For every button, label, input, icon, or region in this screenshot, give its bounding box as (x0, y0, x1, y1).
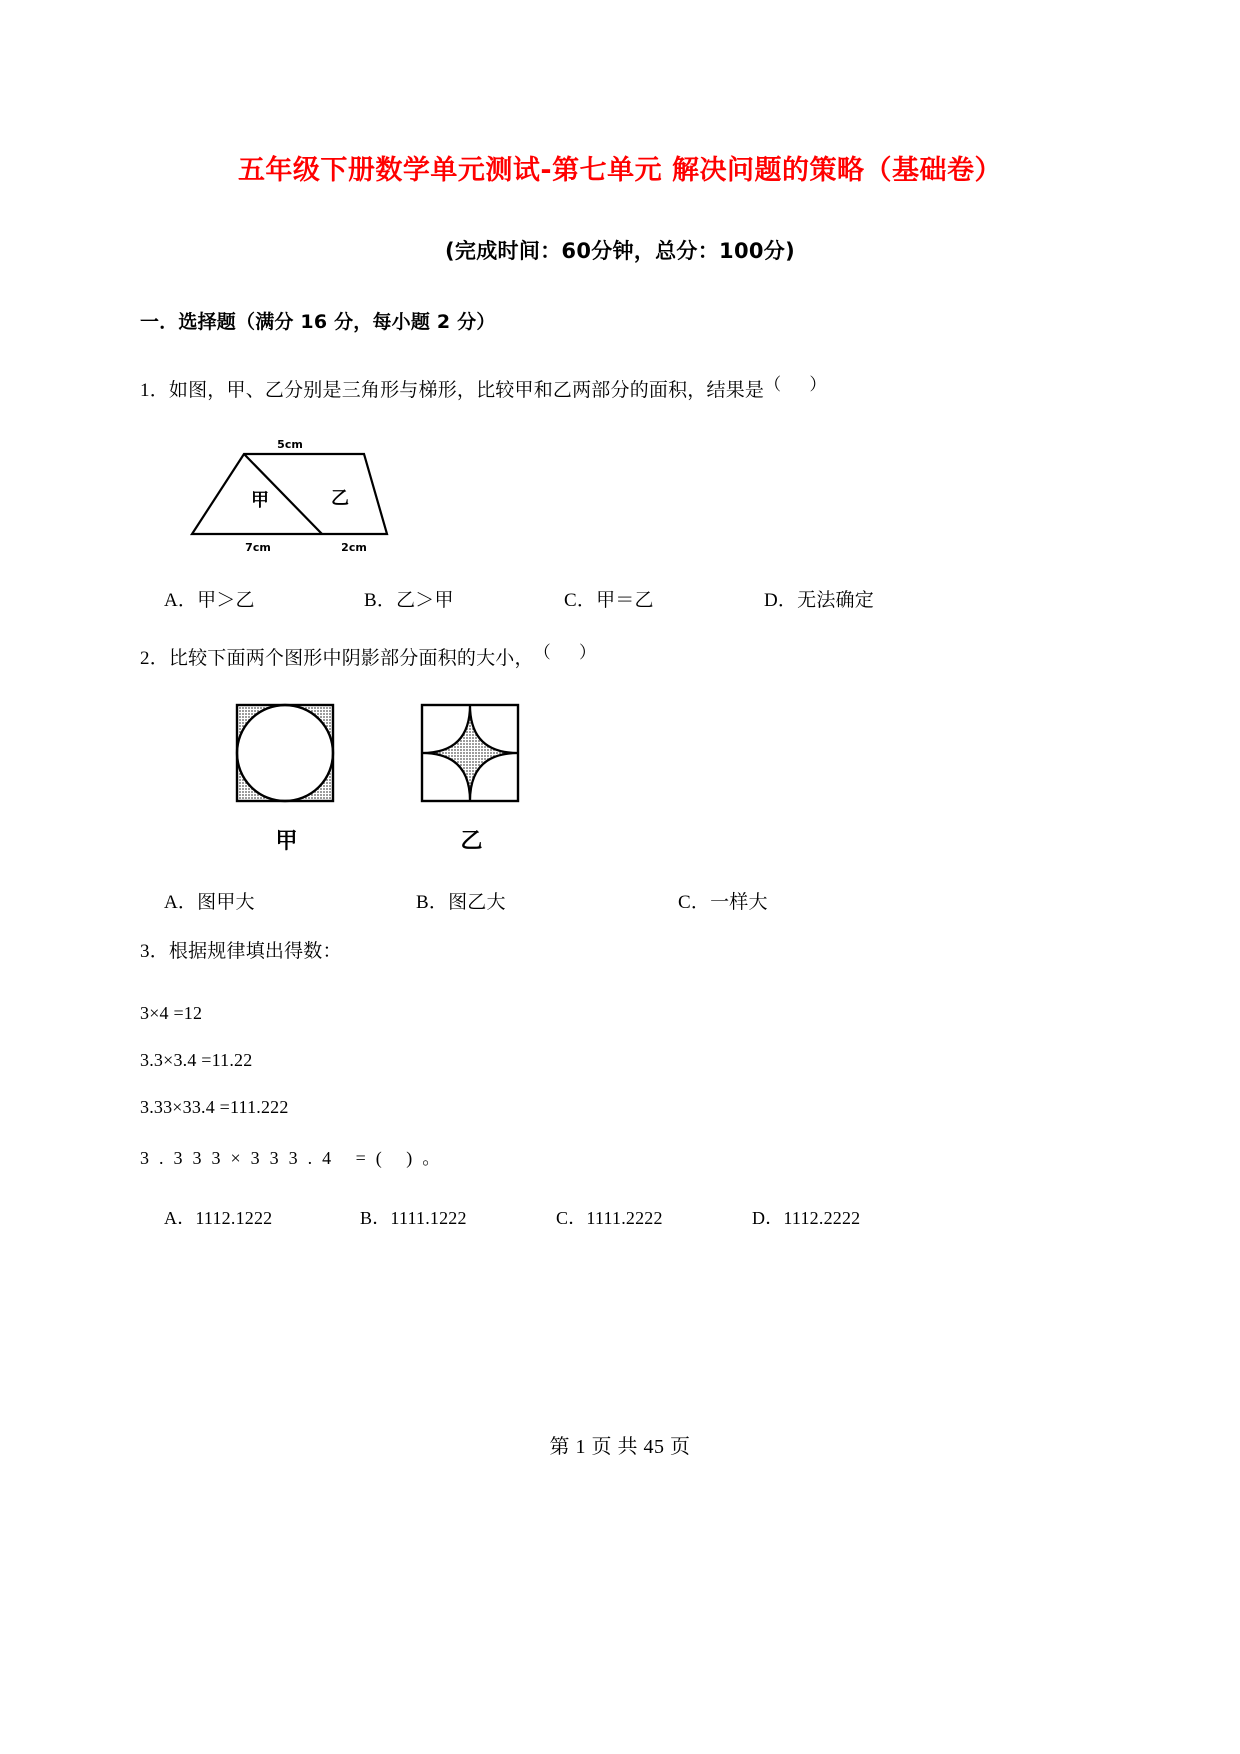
section-heading-choice: 一．选择题（满分 16 分，每小题 2 分） (140, 311, 496, 333)
figure-two-shaded-squares (140, 673, 1100, 855)
question-3-option-c[interactable]: C．1111.2222 (556, 1207, 663, 1228)
trapezoid-region-right-label: 乙 (331, 487, 349, 509)
question-3-equation-2: 3.3×3.4 =11.22 (140, 1049, 253, 1070)
question-1-option-a[interactable]: A．甲＞乙 (164, 589, 255, 611)
question-2-option-b[interactable]: B．图乙大 (416, 892, 506, 913)
trapezoid-bottom-right-label: 2cm (341, 540, 367, 554)
page-footer: 第 1 页 共 45 页 (549, 1436, 691, 1458)
figure-square-yi-caption: 乙 (460, 829, 484, 854)
question-3-equation-4[interactable]: 3.333×333.4 =( )。 (140, 1147, 451, 1168)
question-1-option-d[interactable]: D．无法确定 (764, 589, 874, 611)
figure-trapezoid (140, 406, 1100, 559)
question-1-option-c[interactable]: C．甲＝乙 (564, 589, 654, 611)
trapezoid-region-left-label: 甲 (251, 489, 269, 511)
figure-square-jia (162, 695, 412, 855)
question-3-option-a[interactable]: A．1112.1222 (164, 1207, 273, 1228)
square-with-astroid-star-diagram (412, 695, 532, 815)
question-3-equation-3: 3.33×33.4 =111.222 (140, 1096, 289, 1117)
question-3-options (140, 1170, 1100, 1230)
figure-square-yi (412, 695, 532, 855)
question-2 (140, 612, 1100, 674)
page-title: 五年级下册数学单元测试-第七单元 解决问题的策略（基础卷） (237, 155, 1003, 186)
question-2-option-a[interactable]: A．图甲大 (164, 892, 255, 913)
question-3 (140, 914, 1100, 967)
question-1-answer-blank[interactable]: （ ） (764, 375, 839, 394)
question-2-option-c[interactable]: C．一样大 (678, 892, 768, 913)
exam-info-subtitle: (完成时间：60分钟，总分：100分) (445, 239, 795, 263)
question-2-options (140, 855, 1100, 914)
question-1-option-b[interactable]: B．乙＞甲 (364, 589, 454, 611)
question-2-stem: 2．比较下面两个图形中阴影部分面积的大小， (140, 647, 534, 669)
question-3-equation-1: 3×4 =12 (140, 1002, 203, 1023)
trapezoid-bottom-left-label: 7cm (245, 540, 271, 554)
question-2-answer-blank[interactable]: （ ） (533, 642, 608, 662)
question-3-equation-list (140, 967, 1100, 1170)
question-1-options (140, 559, 1100, 612)
question-3-option-b[interactable]: B．1111.1222 (360, 1207, 467, 1228)
question-1-stem: 1．如图，甲、乙分别是三角形与梯形，比较甲和乙两部分的面积，结果是 (140, 380, 765, 401)
square-with-inscribed-circle-diagram (227, 695, 347, 815)
trapezoid-diagram (172, 424, 432, 554)
question-3-option-d[interactable]: D．1112.2222 (752, 1207, 861, 1228)
question-1 (140, 334, 1100, 406)
trapezoid-top-label: 5cm (277, 437, 303, 451)
figure-square-jia-caption: 甲 (275, 829, 299, 854)
question-3-stem: 3．根据规律填出得数： (140, 941, 342, 962)
